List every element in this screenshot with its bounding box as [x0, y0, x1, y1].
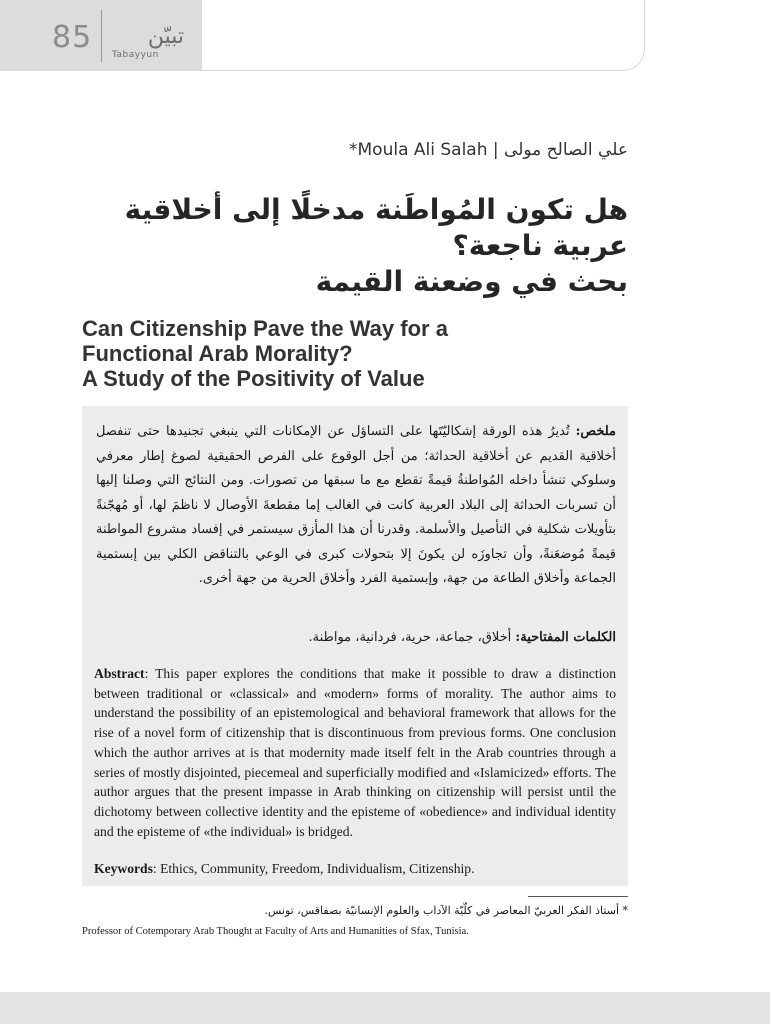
english-abstract [94, 664, 616, 841]
header-divider [101, 10, 102, 62]
arabic-keywords-label: الكلمات المفتاحية: [515, 630, 616, 645]
english-title-line-3: A Study of the Positivity of Value [82, 366, 425, 391]
english-keywords-text: : Ethics, Community, Freedom, Individualism, Citizenship. [152, 861, 475, 876]
footnote-arabic: * أستاذ الفكر العربيّ المعاصر في كلّيّة الآداب والعلوم الإنسانيّة بصفاقس، تونس. [264, 904, 628, 917]
english-title-line-2: Functional Arab Morality? [82, 341, 353, 366]
abstract-box [82, 406, 628, 886]
footnote-english: Professor of Cotemporary Arab Thought at Faculty of Arts and Humanities of Sfax, Tunisia. [82, 926, 469, 937]
arabic-title-line-2: عربية ناجعة؟ [452, 229, 628, 262]
arabic-title [68, 192, 628, 300]
arabic-title-line-3: بحث في وضعنة القيمة [315, 265, 628, 298]
arabic-abstract [96, 420, 616, 592]
footnote-rule [528, 896, 628, 897]
page-number: 85 [52, 20, 93, 55]
english-abstract-text: : This paper explores the conditions that make it possible to draw a distinction between traditional or «classical» and «modern» forms of morality. The author aims to understand the possibility of an epistemological and behavioral framework that allows for the rise of a novel form of citizenship that is discontinuous from previous forms. One conclusion which the author arrives at is that modernity made itself felt in the Arab countries through a series of mostly disjointed, piecemeal and superficially modified and «Islamicized» efforts. The author argues that the present impasse in Arab thinking on citizenship will persist until the dichotomy between collective identity and the episteme of «obedience» and individual identity and the episteme of «the individual» is bridged. [94, 666, 616, 839]
english-keywords [94, 861, 616, 877]
arabic-title-line-1: هل تكون المُواطَنة مدخلًا إلى أخلاقية [124, 193, 628, 226]
journal-logo [112, 22, 192, 62]
page-footer-band [0, 992, 770, 1024]
english-abstract-label: Abstract [94, 666, 145, 681]
arabic-keywords [96, 630, 616, 645]
english-keywords-label: Keywords [94, 861, 153, 876]
author-name: *Moula Ali Salah | علي الصالح مولى [349, 140, 628, 160]
arabic-abstract-label: ملخص: [575, 424, 617, 439]
arabic-abstract-text: تُديرُ هذه الورقة إشكاليّتَها على التساؤل عن الإمكانات التي ينبغي تجنيدها حتى تنفصل أخلاقية القديم عن أخلاقية الحداثة؛ من أجل الوقوع على الفرص الحقيقية لصوغ إطار معرفي وسلوكي تنشأ داخله المُواطنةُ قيمةً تقطع مع ما سبقها من تصورات. ومن النتائج التي وصلنا إليها أن تسربات الحداثة إلى البلاد العربية كانت في الغالب إما مقطعةَ الأوصال لا ناظمَ لها، أو مُهجّنةً بتأويلات شكلية في التأصيل والأسلمة. وقدرنا أن هذا المأزق سيستمر في إفساد مشروع المواطنة قيمةً مُوضعَنةً، وأن تجاوزَه لن يكونَ إلا بتحولات كبرى في الوعي بالتناقض الكلي بين إبستمية الجماعة وأخلاق الطاعة من جهة، وإبستمية الفرد وأخلاق الحرية من جهة أخرى. [96, 424, 616, 586]
english-title [82, 316, 448, 391]
arabic-keywords-text: أخلاق، جماعة، حرية، فردانية، مواطنة. [308, 630, 512, 645]
logo-arabic-text: تبيّن [147, 24, 184, 49]
english-title-line-1: Can Citizenship Pave the Way for a [82, 316, 448, 341]
logo-latin-text: Tabayyun [112, 50, 159, 60]
